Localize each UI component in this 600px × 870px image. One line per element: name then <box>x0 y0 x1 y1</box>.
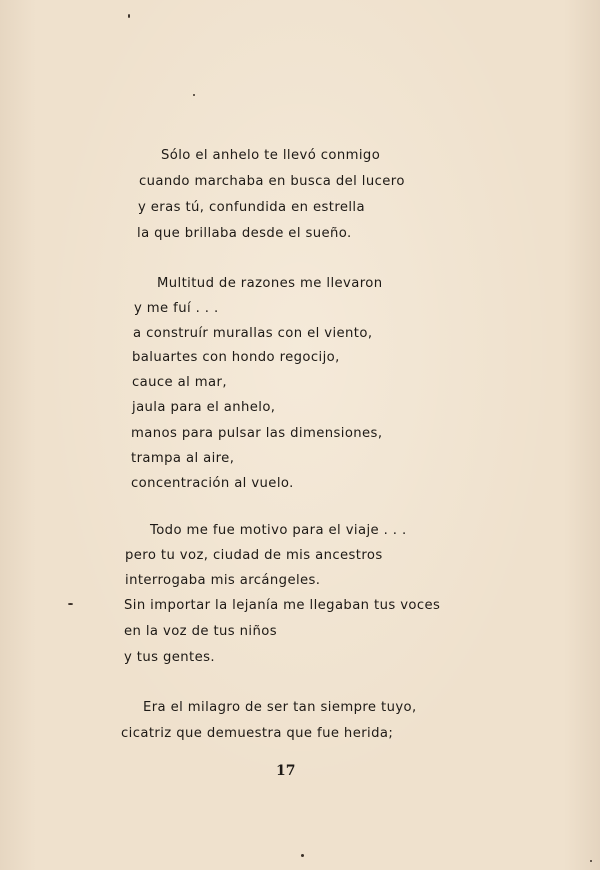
poem-line: pero tu voz, ciudad de mis ancestros <box>125 548 383 563</box>
paper-speck <box>590 860 592 862</box>
poem-line: Sin importar la lejanía me llegaban tus voces <box>124 598 441 613</box>
poem-line: Todo me fue motivo para el viaje . . . <box>150 523 407 538</box>
paper-speck <box>68 603 73 605</box>
poem-line: cuando marchaba en busca del lucero <box>139 174 405 189</box>
poem-line: Era el milagro de ser tan siempre tuyo, <box>143 700 417 715</box>
poem-line: a construír murallas con el viento, <box>133 326 373 341</box>
poem-line: concentración al vuelo. <box>131 476 294 491</box>
poem-line: cicatriz que demuestra que fue herida; <box>121 726 394 741</box>
poem-line: Multitud de razones me llevaron <box>157 276 383 291</box>
poem-line: la que brillaba desde el sueño. <box>137 226 352 241</box>
poem-line: Sólo el anhelo te llevó conmigo <box>161 148 381 163</box>
poem-line: y tus gentes. <box>124 650 215 665</box>
poem-line: manos para pulsar las dimensiones, <box>131 426 383 441</box>
paper-speck <box>128 14 130 18</box>
poem-line: y me fuí . . . <box>134 301 219 316</box>
page-number: 17 <box>276 763 296 779</box>
poem-line: cauce al mar, <box>132 375 227 390</box>
paper-speck <box>193 94 195 96</box>
poem-line: baluartes con hondo regocijo, <box>132 350 340 365</box>
poem-line: en la voz de tus niños <box>124 624 277 639</box>
paper-speck <box>301 854 304 857</box>
poem-line: y eras tú, confundida en estrella <box>138 200 365 215</box>
poem-line: interrogaba mis arcángeles. <box>125 573 321 588</box>
poem-line: trampa al aire, <box>131 451 235 466</box>
poem-line: jaula para el anhelo, <box>132 400 276 415</box>
